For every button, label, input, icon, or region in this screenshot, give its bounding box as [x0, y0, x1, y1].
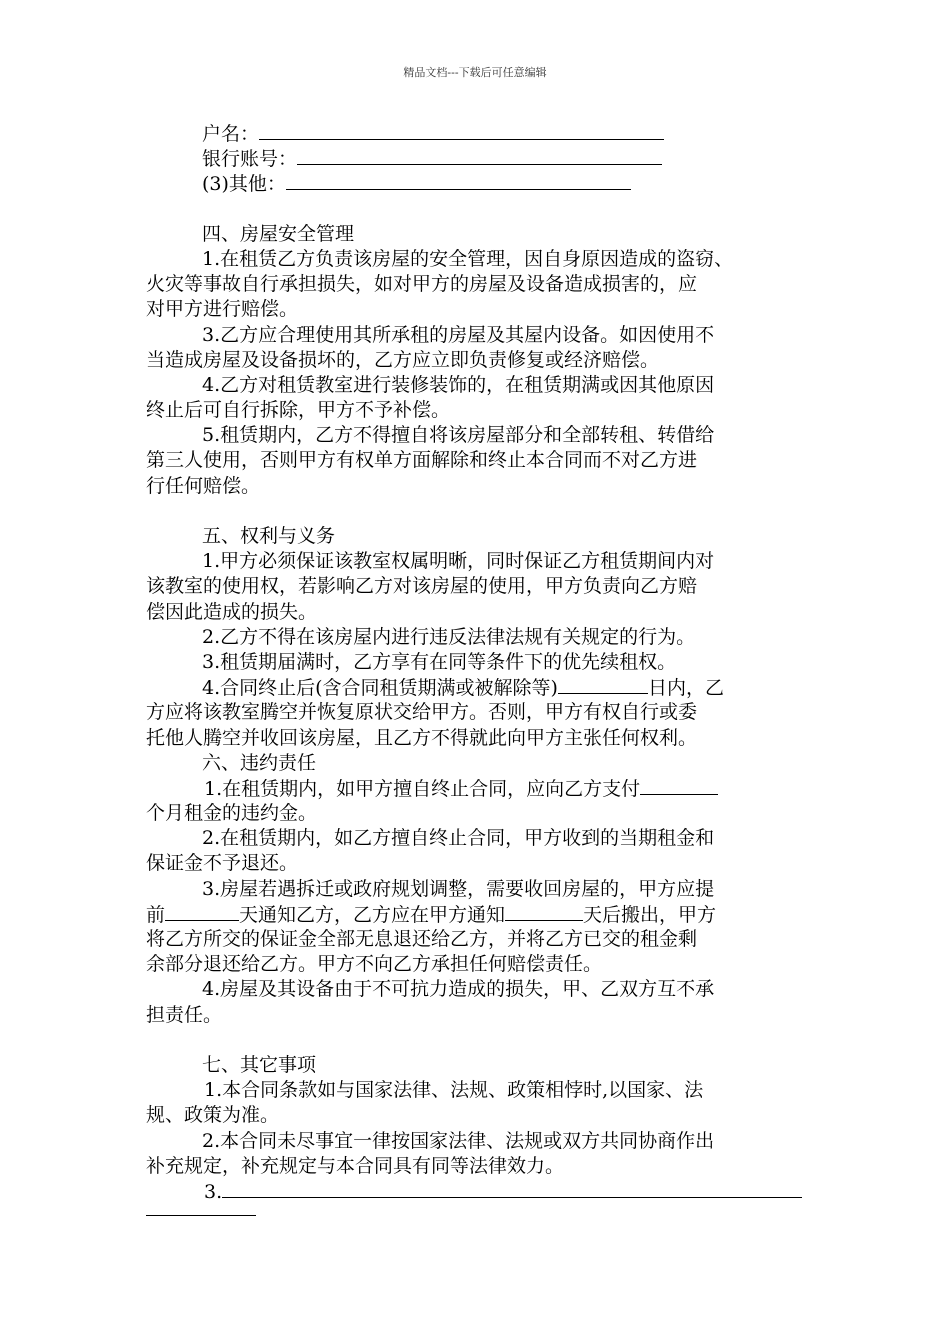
- section-5-title: 五、权利与义务: [202, 525, 336, 547]
- s5-p1-line1: 1.甲方必须保证该教室权属明晰，同时保证乙方租赁期间内对: [202, 550, 715, 573]
- contract-body: [146, 121, 810, 1204]
- s4-p3-line2: 当造成房屋及设备损坏的，乙方应立即负责修复或经济赔偿。: [146, 348, 660, 371]
- s5-p4-line3: 托他人腾空并收回该房屋，且乙方不得就此向甲方主张任何权利。: [146, 726, 698, 749]
- other-blank: [286, 171, 631, 190]
- s4-p1-line3: 对甲方进行赔偿。: [146, 298, 299, 321]
- s6-p3-line2: 前 天通知乙方，乙方应在甲方通知 天后搬出，甲方: [146, 903, 717, 926]
- s6-p2-line1: 2.在租赁期内，如乙方擅自终止合同，甲方收到的当期租金和: [202, 827, 715, 850]
- s4-p3-line1: 3.乙方应合理使用其所承租的房屋及其屋内设备。如因使用不: [202, 323, 715, 346]
- s6-p3-line3: 将乙方所交的保证金全部无息退还给乙方，并将乙方已交的租金剩: [146, 928, 698, 950]
- s5-p3: 3.租赁期届满时，乙方享有在同等条件下的优先续租权。: [202, 650, 677, 673]
- section-7-title: 七、其它事项: [202, 1053, 317, 1076]
- page-header: 精品文档---下载后可任意编辑: [403, 66, 547, 79]
- s4-p5-line2: 第三人使用，否则甲方有权单方面解除和终止本合同而不对乙方进: [146, 449, 698, 472]
- s6-p1-line2: 个月租金的违约金。: [146, 802, 318, 825]
- other-line: [146, 171, 810, 196]
- item3-blank: [222, 1179, 802, 1198]
- s6-p2-line2: 保证金不予退还。: [146, 852, 299, 875]
- s4-p1-line1: 1.在租赁乙方负责该房屋的安全管理，因自身原因造成的盗窃、: [202, 247, 734, 270]
- s6-p4-line2: 担责任。: [146, 1003, 223, 1026]
- months-blank: [640, 776, 718, 795]
- s6-p3-line1: 3.房屋若遇拆迁或政府规划调整，需要收回房屋的，甲方应提: [202, 877, 715, 900]
- bank-account-blank: [297, 146, 662, 165]
- s7-p1-line1: 1.本合同条款如与国家法律、法规、政策相悖时,以国家、法: [204, 1079, 704, 1102]
- s4-p5-line3: 行任何赔偿。: [146, 474, 261, 497]
- s7-p1-line2: 规、政策为准。: [146, 1104, 280, 1127]
- s4-p4-line2: 终止后可自行拆除，甲方不予补偿。: [146, 399, 451, 422]
- s5-p1-line3: 偿因此造成的损失。: [146, 600, 318, 623]
- account-name-blank: [259, 121, 664, 140]
- s7-p3-line: 3.: [146, 1179, 810, 1204]
- moveout-days-blank: [505, 902, 583, 921]
- s7-p2-line2: 补充规定，补充规定与本合同具有同等法律效力。: [146, 1154, 565, 1177]
- s6-p3-line4: 余部分退还给乙方。甲方不向乙方承担任何赔偿责任。: [146, 953, 603, 976]
- s4-p1-line2: 火灾等事故自行承担损失，如对甲方的房屋及设备造成损害的，应: [146, 273, 698, 296]
- s5-p2: 2.乙方不得在该房屋内进行违反法律法规有关规定的行为。: [202, 625, 696, 648]
- s4-p4-line1: 4.乙方对租赁教室进行装修装饰的，在租赁期满或因其他原因: [202, 373, 715, 396]
- section-4-title: 四、房屋安全管理: [202, 222, 355, 245]
- notice-days-blank: [165, 902, 239, 921]
- account-name-line: [146, 121, 810, 146]
- account-name-label: 户名：: [202, 123, 260, 145]
- s5-p4-line2: 方应将该教室腾空并恢复原状交给甲方。否则，甲方有权自行或委: [146, 701, 698, 724]
- section-6-title: 六、违约责任: [202, 751, 317, 774]
- other-label: (3)其他：: [202, 173, 286, 196]
- s5-p4-line1: 4.合同终止后(含合同租赁期满或被解除等) 日内，乙: [202, 677, 724, 700]
- trailing-blank-line: [146, 1215, 256, 1216]
- bank-account-line: [146, 146, 810, 171]
- s7-p2-line1: 2.本合同未尽事宜一律按国家法律、法规或双方共同协商作出: [202, 1129, 715, 1152]
- s6-p1-line1: 1.在租赁期内，如甲方擅自终止合同，应向乙方支付: [146, 776, 810, 801]
- s5-p1-line2: 该教室的使用权，若影响乙方对该房屋的使用，甲方负责向乙方赔: [146, 575, 698, 598]
- days-blank: [558, 675, 648, 694]
- s4-p5-line1: 5.租赁期内，乙方不得擅自将该房屋部分和全部转租、转借给: [202, 424, 715, 447]
- s6-p4-line1: 4.房屋及其设备由于不可抗力造成的损失，甲、乙双方互不承: [202, 978, 715, 1001]
- bank-account-label: 银行账号：: [202, 148, 298, 171]
